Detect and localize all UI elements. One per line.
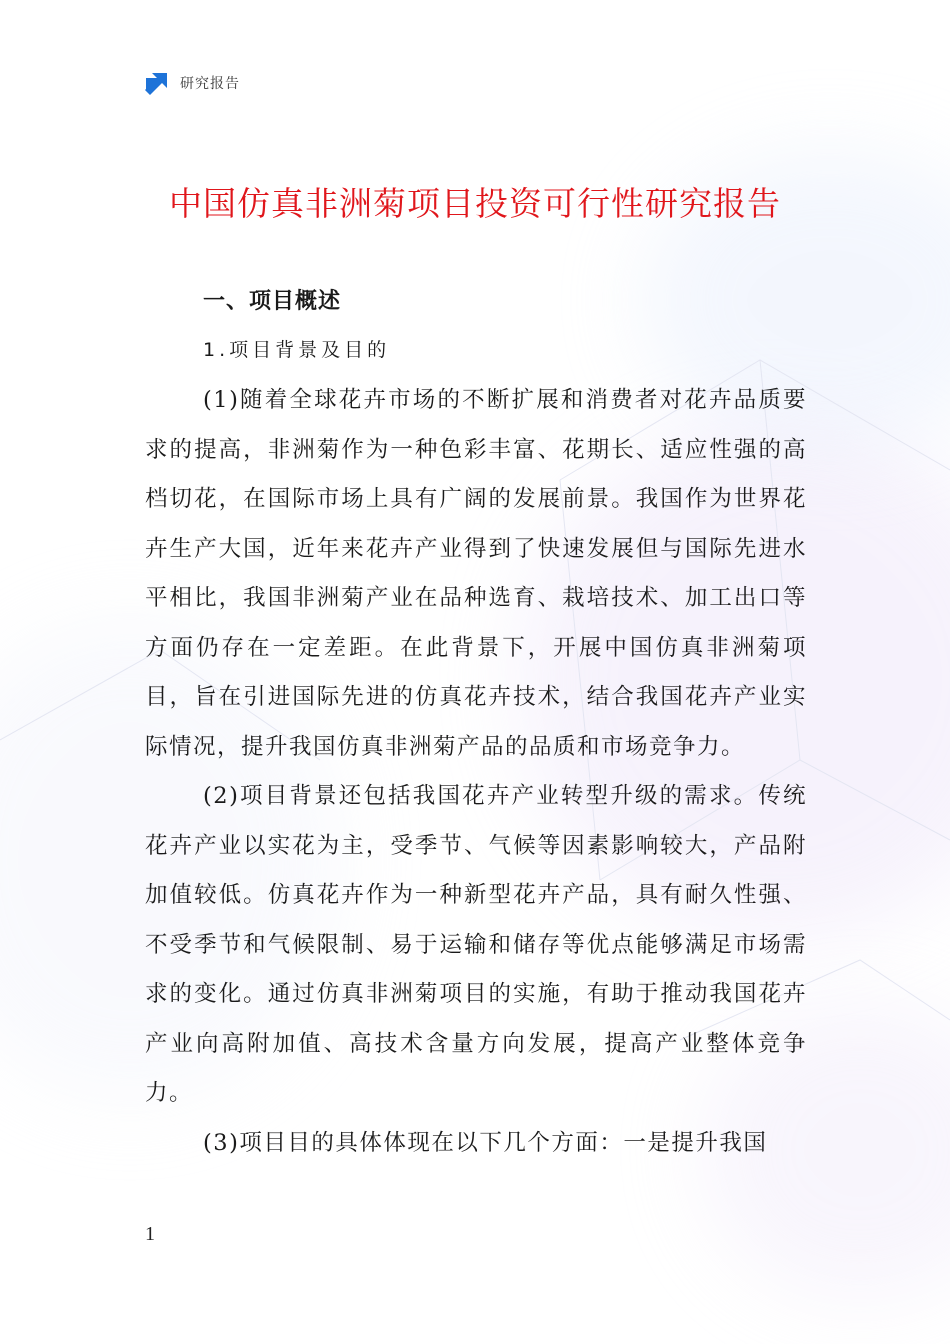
report-header — [143, 68, 240, 98]
subsection-heading: 1.项目背景及目的 — [203, 339, 391, 361]
section-heading: 一、项目概述 — [203, 289, 342, 314]
body-paragraph: (3)项目目的具体体现在以下几个方面：一是提升我国 — [203, 1129, 768, 1156]
document-title: 中国仿真非洲菊项目投资可行性研究报告 — [169, 184, 781, 223]
arrow-up-right-icon — [143, 70, 170, 97]
page-number: 1 — [145, 1223, 155, 1245]
body-paragraph: (1)随着全球花卉市场的不断扩展和消费者对花卉品质要求的提高，非洲菊作为一种色彩丰富、花期长、适应性强的高档切花，在国际市场上具有广阔的发展前景。我国作为世界花卉生产大国，近年来花卉产业得到了快速发展但与国际先进水平相比，我国非洲菊产业在品种选育、栽培技术、加工出口等方面仍存在一定差距。在此背景下，开展中国仿真非洲菊项目，旨在引进国际先进的仿真花卉技术，结合我国花卉产业实际情况，提升我国仿真非洲菊产品的品质和市场竞争力。 — [145, 387, 807, 760]
header-label: 研究报告 — [180, 76, 240, 92]
document-body — [145, 284, 807, 1168]
body-paragraph: (2)项目背景还包括我国花卉产业转型升级的需求。传统花卉产业以实花为主，受季节、气候等因素影响较大，产品附加值较低。仿真花卉作为一种新型花卉产品，具有耐久性强、不受季节和气候限制、易于运输和储存等优点能够满足市场需求的变化。通过仿真非洲菊项目的实施，有助于推动我国花卉产业向高附加值、高技术含量方向发展，提高产业整体竞争力。 — [145, 783, 807, 1106]
